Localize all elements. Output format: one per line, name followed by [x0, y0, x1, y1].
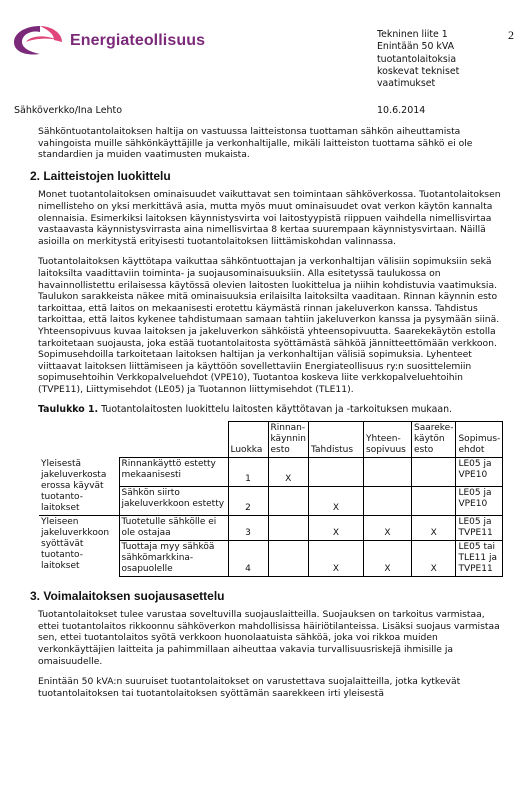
cell-sopimusehdot: LE05 ja VPE10	[456, 486, 503, 515]
author: Sähköverkko/Ina Lehto	[14, 105, 123, 116]
cell-sopimusehdot: LE05 ja VPE10	[456, 458, 503, 487]
cell-tahdistus	[309, 458, 364, 487]
cell-tahdistus: X	[309, 540, 364, 576]
section-3-paragraph-1: Tuotantolaitokset tulee varustaa soveltuvilla suojauslaitteilla. Suojauksen on tarkoitus varmistaa, ettei tuotantolaitos rikkoonnu sähköverkon mahdollisissa häiriötilanteissa. Lisäksi suojaus varmistaa sen, ettei tuotantolaitos syötä verkkoon huonolaatuista sähköä, joka voi rikkoa muiden verkonkäyttäjien laitteita ja pahimmillaan aiheuttaa vakavia turvallisuusriskejä ihmisille ja omaisuudelle.	[38, 609, 500, 667]
cell-luokka: 4	[228, 540, 268, 576]
document-type-block	[377, 29, 487, 90]
cell-rinnan	[268, 540, 309, 576]
header-cell: Tahdistus	[309, 422, 364, 458]
cell-luokka: 1	[228, 458, 268, 487]
doc-sub-line: koskevat tekniset	[377, 65, 460, 77]
section-3-paragraph-2: Enintään 50 kVA:n suuruiset tuotantolaitokset on varustettava suojalaitteilla, jotka kytkevät tuotantolaitoksen tai tuotantolaitoksen syöttämän saarekkeen irti yleisestä	[38, 676, 461, 699]
header-cell: Yhteen-sopivuus	[364, 422, 412, 458]
doc-sub-line: Enintään 50 kVA	[377, 41, 455, 53]
cell-yhteensopivuus	[364, 486, 412, 515]
cell-saarekekaytto: X	[412, 540, 456, 576]
table-caption	[38, 404, 508, 416]
intro-paragraph: Sähköntuotantolaitoksen haltija on vastuussa laitteistonsa tuottaman sähkön aiheuttamista vahingoista muille sähkönkäyttäjille ja verkonhaltijalle, mikäli laitteiston tuottama sähkö ei ole standardien ja muiden vaatimusten mukaista.	[38, 126, 473, 161]
doc-sub-line: vaatimukset	[377, 78, 436, 90]
header-cell: Sopimus-ehdot	[456, 422, 503, 458]
header-cell: Saareke-käytön esto	[412, 422, 456, 458]
doc-sub-line: tuotantolaitoksia	[377, 53, 457, 65]
logo-wordmark: Energiateollisuus	[70, 32, 206, 49]
section-2-paragraph-2: Tuotantolaitoksen käyttötapa vaikuttaa sähköntuottajan ja verkonhaltijan välisiin sopimuksiin sekä laitoksilta vaadittaviin toiminta- ja suojausominaisuuksiin. Alla esitetyssä taulukossa on havainnollistettu erilaisessa käytössä olevien laitosten luokittelua ja niihin kohdistuvia vaatimuksia. Taulukon sarakkeista näkee mitä ominaisuuksia erilaisilta laitoksilta vaaditaan. Rinnan käynnin esto tarkoittaa, että laitos on mekaanisesti erotettu käymästä rinnan jakeluverkon kanssa. Tahdistus tarkoittaa, että laitos kykenee tahdistumaan samaan tahtiin jakeluverkon kanssa ja pysymään siinä. Yhteensopivuus kuvaa laitoksen ja jakeluverkon sähköistä yhteensopivuutta. Saarekekäytön estolla tarkoitetaan suojausta, joka estää tuotantolaitosta syöttämästä sähköä jännitteettömään verkkoon. Sopimusehdoilla tarkoitetaan laitoksen haltijan ja verkonhaltijan välisiä sopimuksia. Lyhenteet viittaavat laitoksen liittämiseen ja käyttöön sovellettaviin Energiateollisuus ry:n suosittelemiin sopimusehtoihin Verkkopalveluehdot (VPE10), Tuotantoa koskeva liite verkkopalveluehtoihin (TVPE11), Liittymisehdot (LE05) ja Tuotannon liittymisehdot (TLE11).	[38, 256, 500, 395]
cell-sopimusehdot: LE05 tai TLE11 ja TVPE11	[456, 540, 503, 576]
row-description: Rinnankäyttö estetty mekaanisesti	[119, 458, 228, 487]
cell-sopimusehdot: LE05 ja TVPE11	[456, 515, 503, 540]
section-3-heading: 3. Voimalaitoksen suojausasettelu	[30, 588, 225, 603]
header-cell: Luokka	[228, 422, 268, 458]
table-row	[39, 458, 503, 487]
cell-yhteensopivuus: X	[364, 540, 412, 576]
table-header-row	[39, 422, 503, 458]
header-cell: Rinnan-käynnin esto	[268, 422, 309, 458]
table-row	[39, 515, 503, 540]
table-caption-label: Taulukko 1.	[38, 404, 99, 416]
page-number: 2	[508, 28, 514, 42]
cell-rinnan	[268, 486, 309, 515]
header-cell	[39, 422, 119, 458]
cell-yhteensopivuus	[364, 458, 412, 487]
row-description: Tuotetulle sähkölle ei ole ostajaa	[119, 515, 228, 540]
cell-rinnan: X	[268, 458, 309, 487]
header-cell	[119, 422, 228, 458]
cell-yhteensopivuus: X	[364, 515, 412, 540]
section-2-paragraph-1: Monet tuotantolaitoksen ominaisuudet vaikuttavat sen toimintaan sähköverkossa. Tuotantolaitoksen nimellisteho on yksi merkittävä asia, mutta myös muut ominaisuudet ovat verkon käytön kannalta olennaisia. Esimerkiksi laitoksen käynnistysvirta voi laitostyypistä riippuen vaihdella nimellisvirtaa vastaavasta käynnistysvirrasta aina nimellisvirtaa 8 kertaa suurempaan käynnistysvirtaan. Näillä asioilla on merkitystä erityisesti tuotantolaitoksen liittämiskohdan valinnassa.	[38, 189, 501, 247]
cell-luokka: 3	[228, 515, 268, 540]
cell-saarekekaytto	[412, 486, 456, 515]
row-description: Sähkön siirto jakeluverkkoon estetty	[119, 486, 228, 515]
classification-table	[39, 421, 503, 577]
table-caption-text: Tuotantolaitosten luokittelu laitosten käyttötavan ja -tarkoituksen mukaan.	[98, 404, 453, 416]
cell-luokka: 2	[228, 486, 268, 515]
row-description: Tuottaja myy sähköä sähkömarkkina-osapuolelle	[119, 540, 228, 576]
cell-tahdistus: X	[309, 486, 364, 515]
document-body	[30, 126, 508, 708]
group-label: Yleiseen jakeluverkkoon syöttävät tuotanto-laitokset	[39, 515, 119, 576]
section-2-heading: 2. Laitteistojen luokittelu	[30, 168, 171, 183]
cell-rinnan	[268, 515, 309, 540]
cell-saarekekaytto: X	[412, 515, 456, 540]
doc-type: Tekninen liite 1	[377, 29, 448, 40]
document-date: 10.6.2014	[377, 105, 426, 116]
group-label: Yleisestä jakeluverkosta erossa käyvät tuotanto-laitokset	[39, 458, 119, 516]
cell-tahdistus: X	[309, 515, 364, 540]
cell-saarekekaytto	[412, 458, 456, 487]
